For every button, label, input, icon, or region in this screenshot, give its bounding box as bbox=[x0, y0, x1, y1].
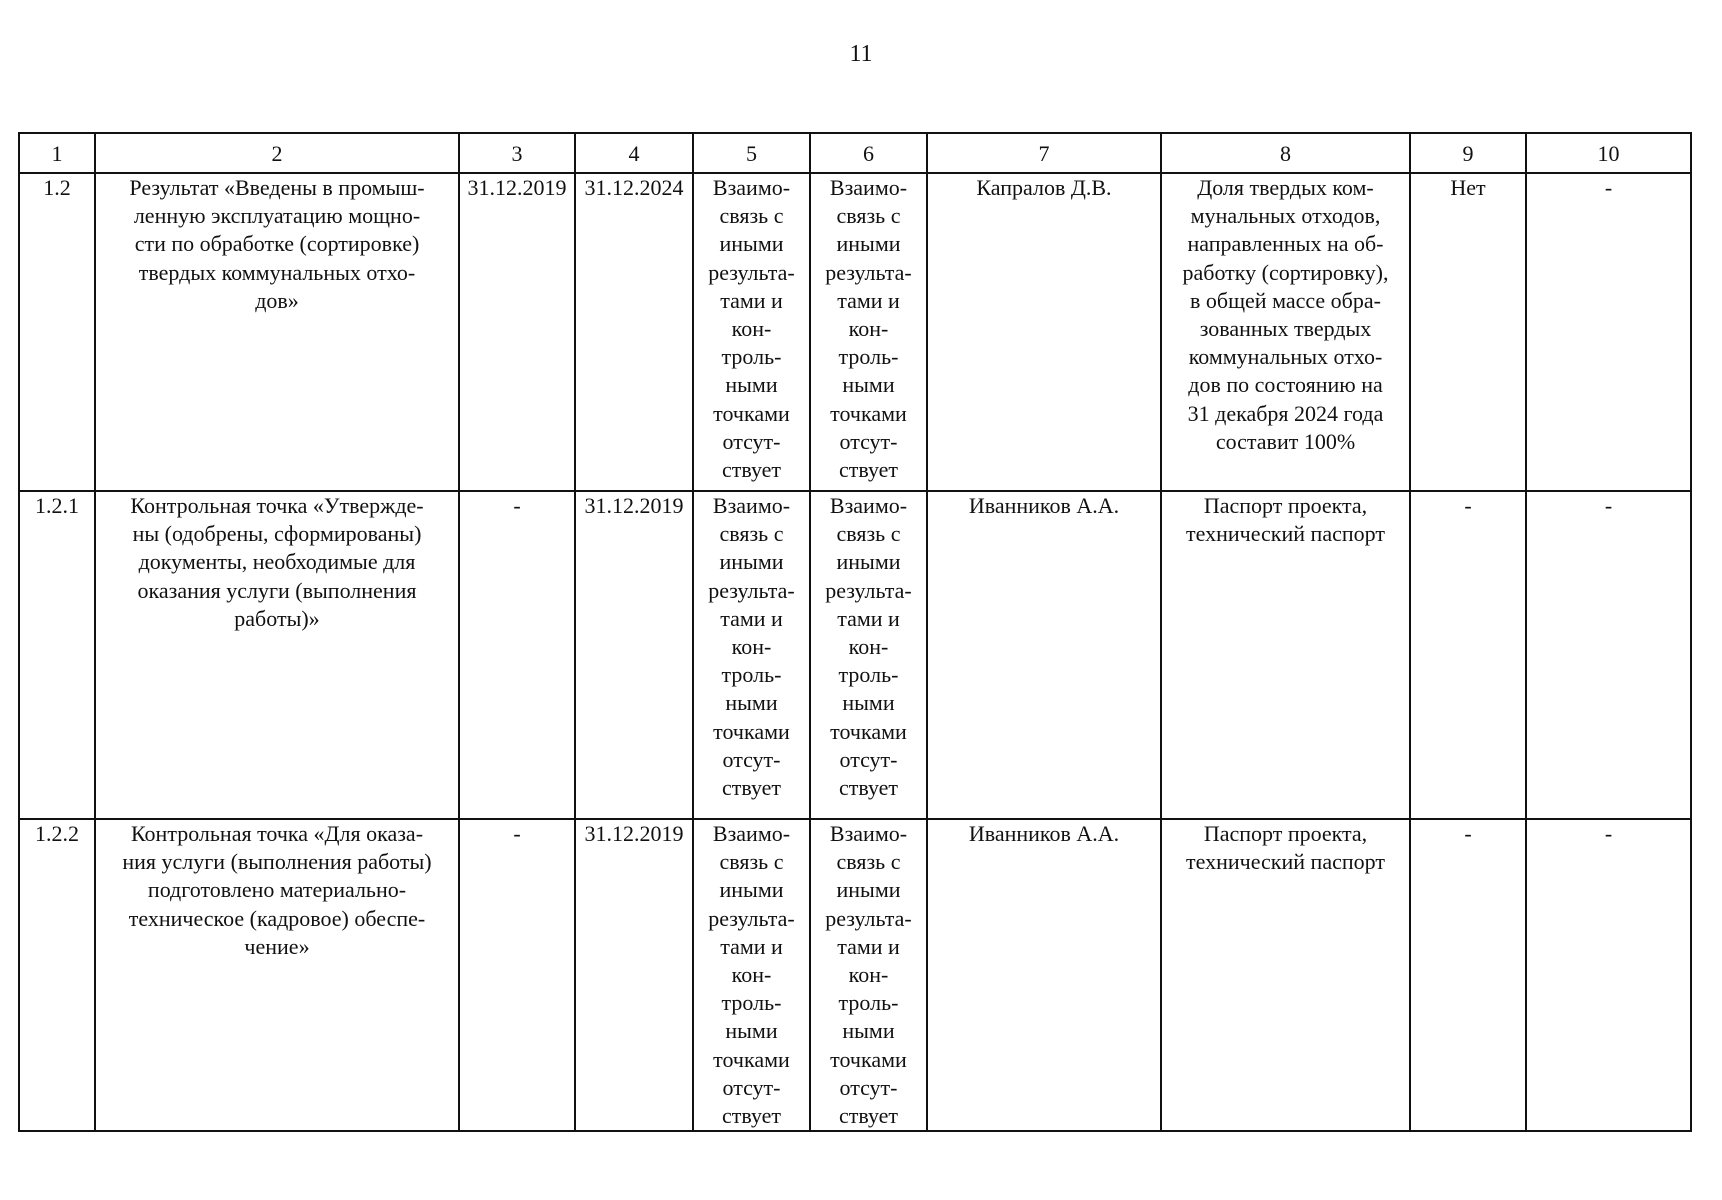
responsible-person: Иванников А.А. bbox=[968, 493, 1120, 518]
responsible-person: Капралов Д.В. bbox=[976, 175, 1112, 200]
end-date: 31.12.2024 bbox=[584, 175, 684, 200]
row-number-cell bbox=[19, 819, 95, 1131]
column-header-5: 5 bbox=[693, 133, 810, 173]
start-date: - bbox=[513, 821, 521, 846]
row-number-cell bbox=[19, 173, 95, 491]
start-date: - bbox=[513, 493, 521, 518]
successors-cell bbox=[810, 819, 927, 1131]
table-row bbox=[19, 819, 1691, 1131]
column-header-6: 6 bbox=[810, 133, 927, 173]
result-description: Паспорт проекта, технический паспорт bbox=[1186, 821, 1385, 875]
column-header-10: 10 bbox=[1526, 133, 1691, 173]
column-10-cell bbox=[1526, 173, 1691, 491]
start-date: 31.12.2019 bbox=[467, 175, 567, 200]
end-date: 31.12.2019 bbox=[584, 493, 684, 518]
table-row bbox=[19, 491, 1691, 819]
result-description-cell bbox=[1161, 819, 1410, 1131]
column-header-4: 4 bbox=[575, 133, 693, 173]
result-description: Паспорт проекта, технический паспорт bbox=[1186, 493, 1385, 547]
result-description-cell bbox=[1161, 173, 1410, 491]
predecessors-text: Взаимо- связь с иными результа- тами и кон- троль- ными точками отсут- ствует bbox=[708, 175, 795, 483]
result-description: Доля твердых ком- мунальных отходов, направленных на об- работку (сортировку), в общей массе обра- зованных твердых коммунальных отхо- дов по состоянию на 31 декабря 2024 года составит 100% bbox=[1182, 175, 1389, 454]
checkpoint-name: Контрольная точка «Утвержде- ны (одобрены, сформированы) документы, необходимые для оказания услуги (выполнения работы)» bbox=[130, 493, 424, 631]
column-9-cell bbox=[1410, 491, 1526, 819]
predecessors-text: Взаимо- связь с иными результа- тами и кон- троль- ными точками отсут- ствует bbox=[708, 493, 795, 801]
checkpoint-name: Контрольная точка «Для оказа- ния услуги (выполнения работы) подготовлено материально- техническое (кадровое) обеспе- чение» bbox=[122, 821, 432, 959]
end-date-cell bbox=[575, 173, 693, 491]
end-date: 31.12.2019 bbox=[584, 821, 684, 846]
row-number-cell bbox=[19, 491, 95, 819]
page-number: 11 bbox=[849, 41, 873, 67]
column-9-cell bbox=[1410, 819, 1526, 1131]
column-10-cell bbox=[1526, 491, 1691, 819]
successors-cell bbox=[810, 173, 927, 491]
successors-text: Взаимо- связь с иными результа- тами и кон- троль- ными точками отсут- ствует bbox=[825, 821, 912, 1129]
start-date-cell bbox=[459, 819, 575, 1131]
row-number: 1.2 bbox=[43, 175, 71, 200]
predecessors-text: Взаимо- связь с иными результа- тами и кон- троль- ными точками отсут- ствует bbox=[708, 821, 795, 1129]
column-9-value: - bbox=[1464, 821, 1472, 846]
column-header-2: 2 bbox=[95, 133, 459, 173]
header-row bbox=[19, 133, 1691, 173]
end-date-cell bbox=[575, 819, 693, 1131]
successors-text: Взаимо- связь с иными результа- тами и кон- троль- ными точками отсут- ствует bbox=[825, 175, 912, 483]
predecessors-cell bbox=[693, 819, 810, 1131]
end-date-cell bbox=[575, 491, 693, 819]
responsible-cell bbox=[927, 819, 1161, 1131]
result-name: Результат «Введены в промыш- ленную эксплуатацию мощно- сти по обработке (сортировке) твердых коммунальных отхо- дов» bbox=[129, 175, 425, 313]
name-cell bbox=[95, 819, 459, 1131]
predecessors-cell bbox=[693, 173, 810, 491]
column-10-cell bbox=[1526, 819, 1691, 1131]
column-10-value: - bbox=[1604, 175, 1613, 200]
column-9-cell bbox=[1410, 173, 1526, 491]
column-header-8: 8 bbox=[1161, 133, 1410, 173]
predecessors-cell bbox=[693, 491, 810, 819]
name-cell bbox=[95, 491, 459, 819]
column-header-9: 9 bbox=[1410, 133, 1526, 173]
name-cell bbox=[95, 173, 459, 491]
start-date-cell bbox=[459, 173, 575, 491]
results-table bbox=[18, 132, 1692, 1132]
responsible-cell bbox=[927, 491, 1161, 819]
responsible-person: Иванников А.А. bbox=[968, 821, 1120, 846]
column-9-value: Нет bbox=[1450, 175, 1486, 200]
column-9-value: - bbox=[1464, 493, 1472, 518]
table-row bbox=[19, 173, 1691, 491]
responsible-cell bbox=[927, 173, 1161, 491]
column-header-3: 3 bbox=[459, 133, 575, 173]
successors-text: Взаимо- связь с иными результа- тами и кон- троль- ными точками отсут- ствует bbox=[825, 493, 912, 801]
column-10-value: - bbox=[1604, 493, 1613, 518]
column-header-1: 1 bbox=[19, 133, 95, 173]
successors-cell bbox=[810, 491, 927, 819]
row-number: 1.2.1 bbox=[35, 493, 79, 518]
column-header-7: 7 bbox=[927, 133, 1161, 173]
start-date-cell bbox=[459, 491, 575, 819]
row-number: 1.2.2 bbox=[35, 821, 79, 846]
column-10-value: - bbox=[1604, 821, 1613, 846]
result-description-cell bbox=[1161, 491, 1410, 819]
